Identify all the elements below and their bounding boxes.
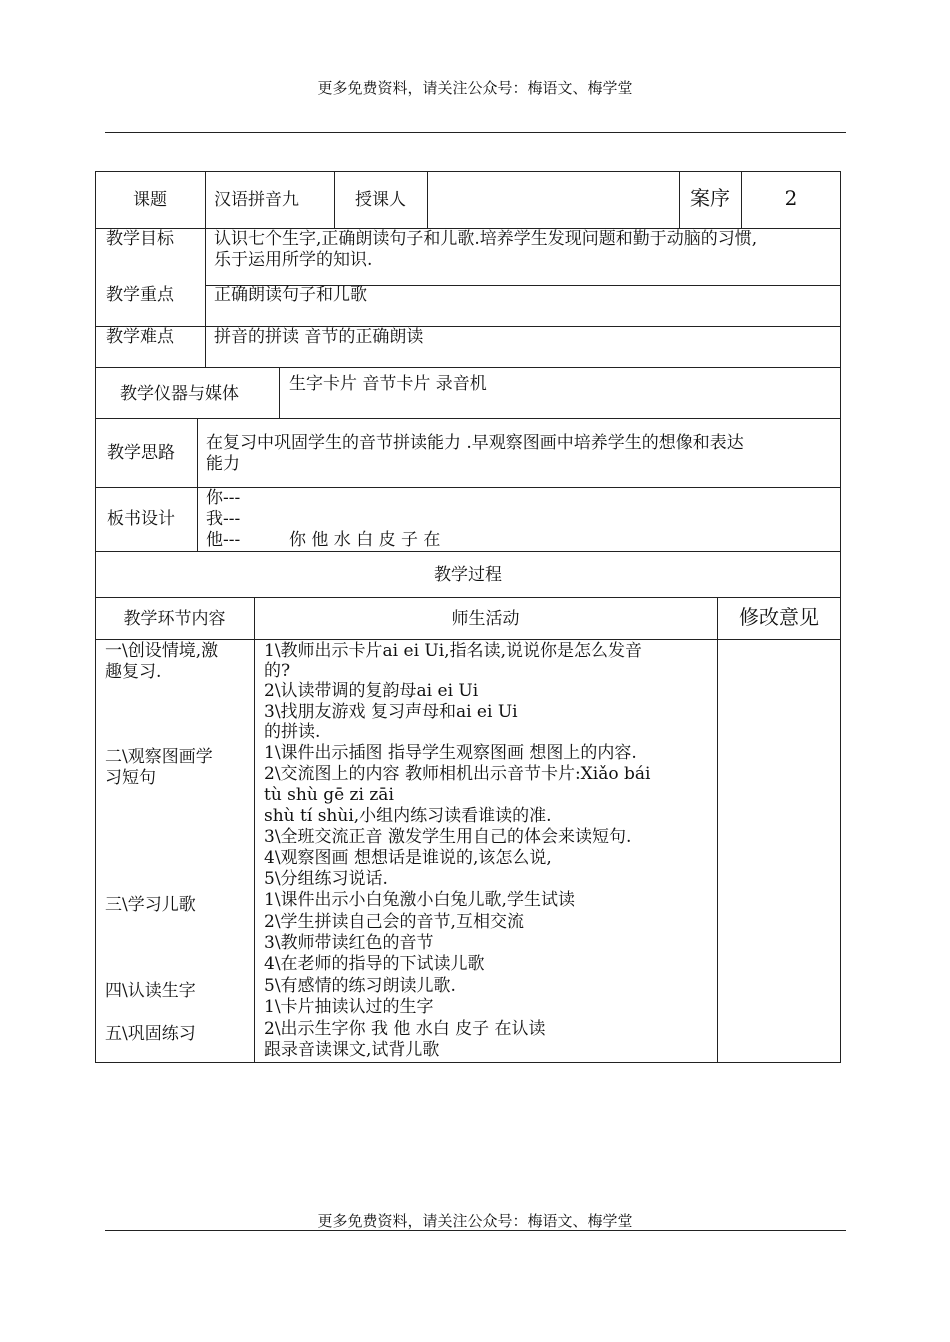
difficulties-value: 拼音的拼读 音节的正确朗读 [214,327,424,347]
activity-line: 2\交流图上的内容 教师相机出示音节卡片:Xiǎo bái [264,764,651,784]
header-rule [105,132,846,133]
board-label: 板书设计 [107,509,175,529]
process-title: 教学过程 [434,565,502,585]
goals-line: 乐于运用所学的知识. [214,250,373,270]
col-divider [254,597,255,1063]
activity-line: 1\教师出示卡片ai ei Ui,指名读,说说你是怎么发音 [264,641,642,661]
goals-label: 教学目标 [106,229,174,249]
activity-line: 3\找朋友游戏 复习声母和ai ei Ui [264,702,518,722]
activity-line: 跟录音读课文,试背儿歌 [264,1040,440,1060]
activity-line: 4\观察图画 想想话是谁说的,该怎么说, [264,848,552,868]
row-divider [95,639,841,640]
activity-line: 2\学生拼读自己会的音节,互相交流 [264,912,524,932]
section-item: 五\巩固练习 [105,1024,196,1044]
section-item: 趣复习. [105,662,162,682]
col-divider [205,171,206,367]
topic-value: 汉语拼音九 [214,190,299,210]
col-activity-header: 师生活动 [451,609,520,629]
col-divider [197,418,198,551]
key-points-label: 教学重点 [106,285,174,305]
col-divider [427,171,428,228]
row-divider [95,597,841,598]
media-value: 生字卡片 音节卡片 录音机 [289,374,487,394]
section-item: 习短句 [105,768,156,788]
case-value: 2 [784,186,798,210]
goals-line: 认识七个生字,正确朗读句子和儿歌.培养学生发现问题和勤于动脑的习惯, [214,229,758,249]
section-item: 三\学习儿歌 [105,895,196,915]
activity-line: 5\有感情的练习朗读儿歌. [264,976,456,996]
activity-line: 3\全班交流正音 激发学生用自己的体会来读短句. [264,827,632,847]
key-points-value: 正确朗读句子和儿歌 [214,285,367,305]
row-divider [95,418,841,419]
activity-line: 的? [264,661,291,681]
case-label: 案序 [690,186,730,210]
section-item: 一\创设情境,激 [105,641,219,661]
page-header: 更多免费资料，请关注公众号：梅语文、梅学堂 [317,79,633,97]
board-line: 你--- [206,488,241,508]
activity-line: 2\认读带调的复韵母ai ei Ui [264,681,479,701]
col-section-header: 教学环节内容 [123,609,226,629]
activity-line: 1\卡片抽读认过的生字 [264,997,434,1017]
col-divider [279,367,280,418]
row-divider [95,367,841,368]
board-chars: 你 他 水 白 皮 子 在 [289,530,441,550]
approach-line: 在复习中巩固学生的音节拼读能力 .早观察图画中培养学生的想像和表达 [206,433,744,453]
activity-line: 的拼读. [264,722,321,742]
row-divider [95,551,841,552]
topic-label: 课题 [133,190,167,210]
col-revise-header: 修改意见 [739,605,819,629]
activity-line: 2\出示生字你 我 他 水白 皮子 在认读 [264,1019,546,1039]
activity-line: 1\课件出示小白兔激小白兔儿歌,学生试读 [264,890,575,910]
board-line: 我--- [206,509,241,529]
approach-label: 教学思路 [107,443,175,463]
activity-line: 3\教师带读红色的音节 [264,933,434,953]
section-item: 二\观察图画学 [105,747,213,767]
page-footer: 更多免费资料，请关注公众号：梅语文、梅学堂 [317,1212,633,1230]
row-divider [95,326,841,327]
teacher-label: 授课人 [355,190,406,210]
activity-line: 1\课件出示插图 指导学生观察图画 想图上的内容. [264,743,637,763]
activity-line: 5\分组练习说话. [264,869,388,889]
section-item: 四\认读生字 [105,981,196,1001]
activity-line: tù shù gē zi zāi [264,785,394,805]
activity-line: 4\在老师的指导的下试读儿歌 [264,954,485,974]
difficulties-label: 教学难点 [106,327,174,347]
approach-line: 能力 [206,454,240,474]
media-label: 教学仪器与媒体 [120,384,239,404]
col-divider [717,597,718,1063]
activity-line: shù tí shùi,小组内练习读看谁读的准. [264,806,552,826]
board-line: 他--- [206,530,241,550]
